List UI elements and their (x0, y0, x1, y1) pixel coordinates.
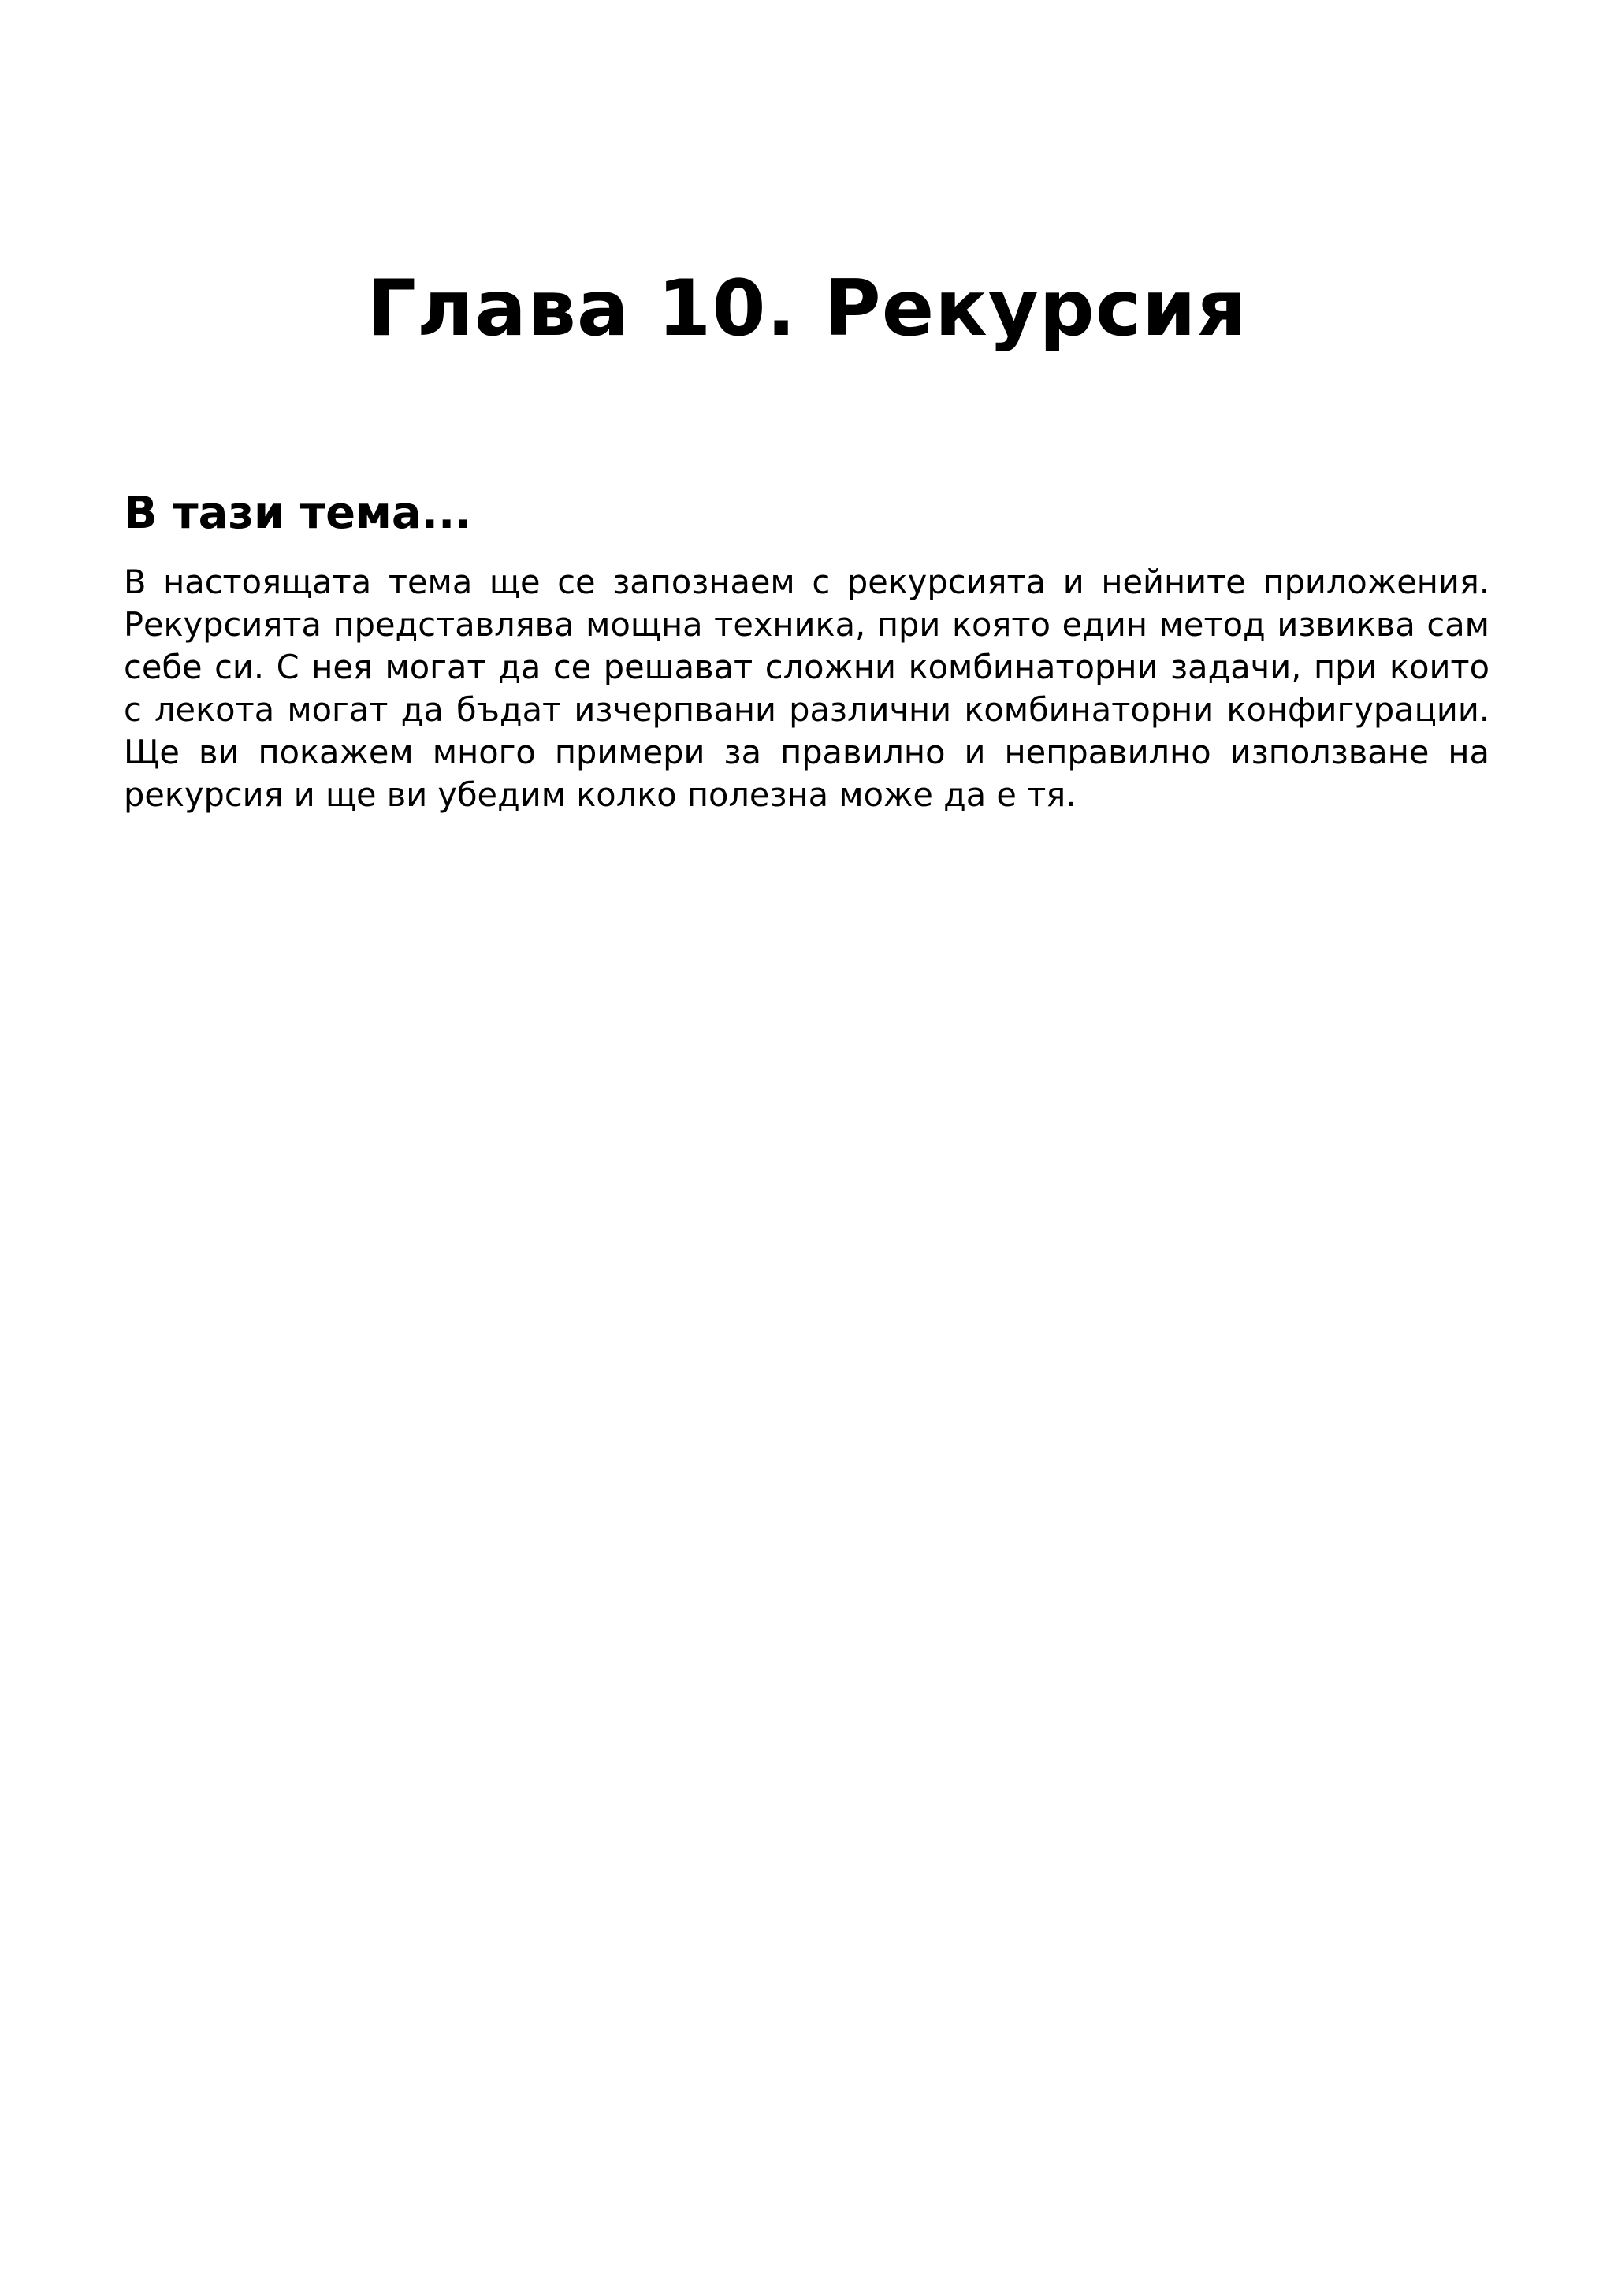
chapter-title: Глава 10. Рекурсия (366, 264, 1248, 354)
intro-section (124, 484, 1489, 816)
section-paragraph: В настоящата тема ще се запознаем с рекурсията и нейните приложения. Рекурсията представлява мощна техника, при която един метод извиква сам себе си. С нея могат да се решават сложни комбинаторни задачи, при които с лекота могат да бъдат изчерпвани различни комбинаторни конфигурации. Ще ви покажем много примери за правилно и неправилно използване на рекурсия и ще ви убедим колко полезна може да е тя. (124, 563, 1489, 814)
section-heading: В тази тема... (124, 488, 472, 539)
